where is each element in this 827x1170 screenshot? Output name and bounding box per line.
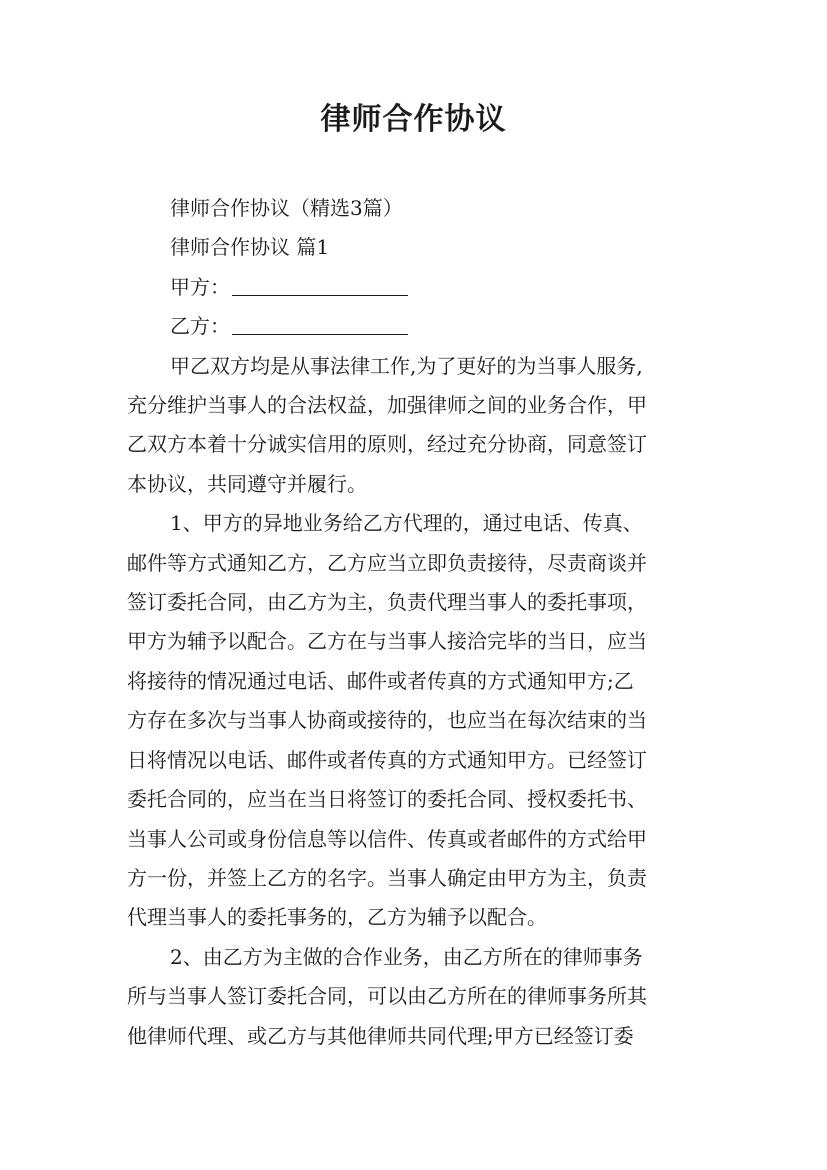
paragraph-line: 甲乙双方均是从事法律工作,为了更好的为当事人服务, [170,353,643,378]
paragraph-line: 1、甲方的异地业务给乙方代理的，通过电话、传真、 [170,511,643,536]
paragraph-line: 所与当事人签订委托合同，可以由乙方所在的律师事务所其 [127,984,647,1009]
paragraph-line: 当事人公司或身份信息等以信件、传真或者邮件的方式给甲 [127,826,647,851]
party-b-label: 乙方： [170,314,230,339]
paragraph-line: 乙双方本着十分诚实信用的原则，经过充分协商，同意签订 [127,432,647,457]
paragraph-line: 代理当事人的委托事务的，乙方为辅予以配合。 [127,905,547,930]
party-a-line [127,268,717,307]
paragraph-line: 签订委托合同，由乙方为主，负责代理当事人的委托事项， [127,590,647,615]
paragraph-line: 邮件等方式通知乙方，乙方应当立即负责接待，尽责商谈并 [127,550,647,575]
paragraph-line: 日将情况以电话、邮件或者传真的方式通知甲方。已经签订 [127,747,647,772]
party-b-line [127,307,717,346]
document-body [127,189,717,1056]
party-a-label: 甲方： [170,274,230,299]
paragraph-line: 他律师代理、或乙方与其他律师共同代理;甲方已经签订委 [127,1023,634,1048]
party-a-blank [232,275,408,296]
paragraph-line: 甲方为辅予以配合。乙方在与当事人接洽完毕的当日，应当 [127,629,647,654]
paragraph-line: 方存在多次与当事人协商或接待的，也应当在每次结束的当 [127,708,647,733]
party-b-blank [232,314,408,335]
paragraph-line: 方一份，并签上乙方的名字。当事人确定由甲方为主，负责 [127,865,647,890]
subtitle-line: 律师合作协议（精选3篇） [170,196,403,220]
paragraph-line: 委托合同的，应当在当日将签订的委托合同、授权委托书、 [127,787,647,812]
section-heading: 律师合作协议 篇1 [170,235,330,260]
paragraph-line: 2、由乙方为主做的合作业务，由乙方所在的律师事务 [170,944,643,969]
document-title: 律师合作协议 [320,102,507,137]
paragraph-line: 将接待的情况通过电话、邮件或者传真的方式通知甲方;乙 [127,668,634,693]
paragraph-line: 本协议，共同遵守并履行。 [127,471,367,496]
paragraph-line: 充分维护当事人的合法权益，加强律师之间的业务合作，甲 [127,393,647,418]
